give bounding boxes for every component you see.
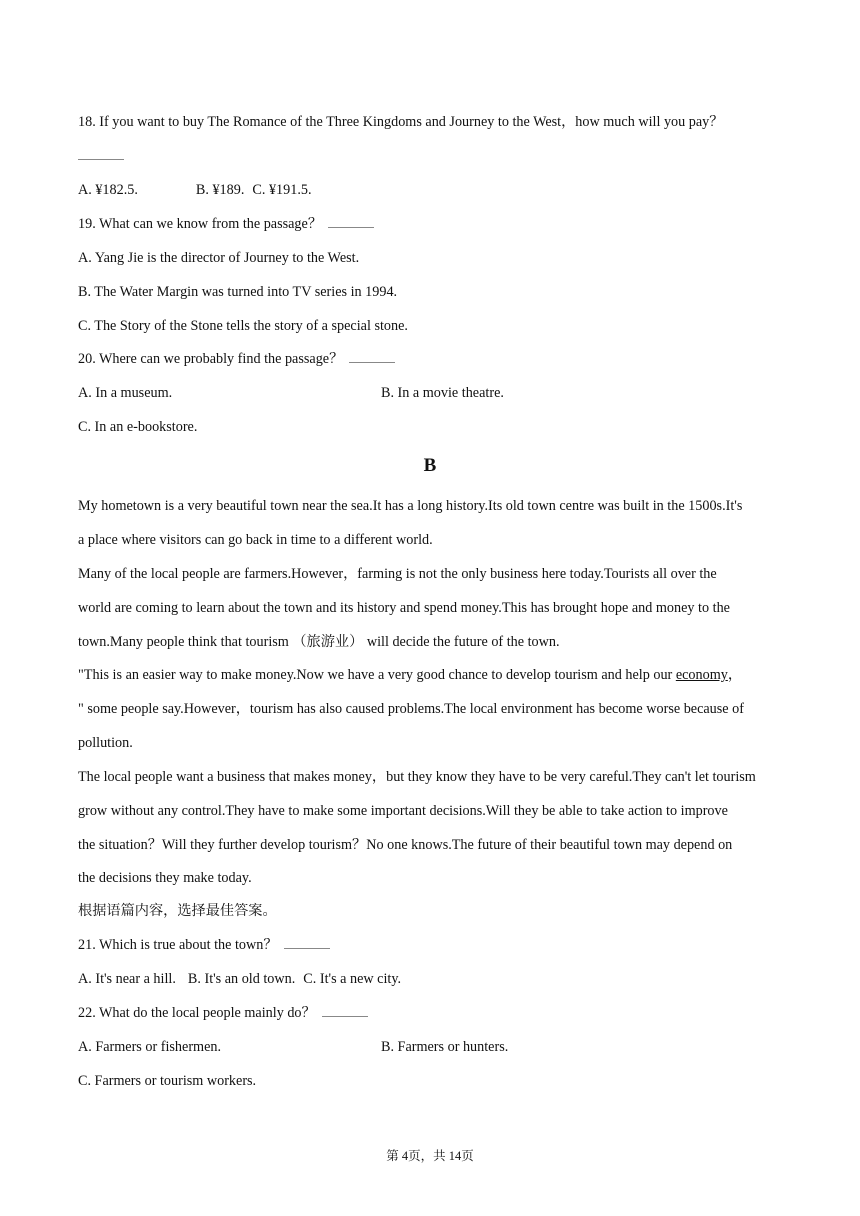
answer-blank [328,215,374,228]
option-b: B. It's an old town. [187,971,296,987]
question-22-option-c: C. Farmers or tourism workers. [78,1073,257,1089]
passage-line: a place where visitors can go back in time to a different world. [78,532,433,548]
question-22-option-b: B. Farmers or hunters. [381,1039,509,1055]
option-b: B. ¥189. [195,182,245,198]
question-19-option-b: B. The Water Margin was turned into TV series in 1994. [78,284,398,300]
question-22-option-a: A. Farmers or fishermen. [78,1039,222,1055]
answer-blank [322,1004,368,1017]
passage-line: town.Many people think that tourism （旅游业） will decide the future of the town. [78,634,560,650]
passage-line: pollution. [78,735,133,751]
passage-line: Many of the local people are farmers.However，farming is not the only business here today.Tourists all over the [78,566,717,582]
question-21-stem: 21. Which is true about the town？ [78,936,330,954]
passage-line: " some people say.However，tourism has also caused problems.The local environment has become worse because of [78,701,744,717]
passage-line: My hometown is a very beautiful town near the sea.It has a long history.Its old town centre was built in the 1500s.It's [78,498,743,514]
answer-blank [284,936,330,949]
passage-line: the decisions they make today. [78,870,252,886]
question-21-options [78,970,401,988]
option-c: C. ¥191.5. [252,182,312,198]
question-18-options [78,181,312,199]
instruction-line: 根据语篇内容，选择最佳答案。 [78,903,277,919]
passage-line: grow without any control.They have to make some important decisions.Will they be able to take action to improve [78,803,728,819]
question-20-option-c: C. In an e-bookstore. [78,419,198,435]
option-c: C. It's a new city. [303,971,402,987]
question-22-stem: 22. What do the local people mainly do？ [78,1004,368,1022]
question-19-stem: 19. What can we know from the passage？ [78,215,374,233]
answer-blank [349,350,395,363]
page-number-footer: 第 4页，共 14页 [386,1149,474,1163]
question-20-stem: 20. Where can we probably find the passage？ [78,350,395,368]
question-18-answer-blank [78,147,124,165]
answer-blank [78,147,124,160]
option-a: A. ¥182.5. [78,182,138,198]
passage-line: The local people want a business that makes money，but they know they have to be very careful.They can't let tourism [78,769,756,785]
passage-line: world are coming to learn about the town and its history and spend money.This has brought hope and money to the [78,600,730,616]
question-18-stem: 18. If you want to buy The Romance of the Three Kingdoms and Journey to the West，how much will you pay？ [78,114,724,130]
underlined-word: economy [675,667,728,683]
question-19-option-a: A. Yang Jie is the director of Journey to the West. [78,250,360,266]
section-heading: B [423,455,437,476]
passage-line: "This is an easier way to make money.Now we have a very good chance to develop tourism and help our economy， [78,667,743,683]
question-19-option-c: C. The Story of the Stone tells the story of a special stone. [78,318,408,334]
question-20-option-b: B. In a movie theatre. [381,385,504,401]
passage-line: the situation？Will they further develop tourism？No one knows.The future of their beautiful town may depend on [78,837,733,853]
option-a: A. It's near a hill. [78,971,176,987]
question-20-option-a: A. In a museum. [78,385,173,401]
